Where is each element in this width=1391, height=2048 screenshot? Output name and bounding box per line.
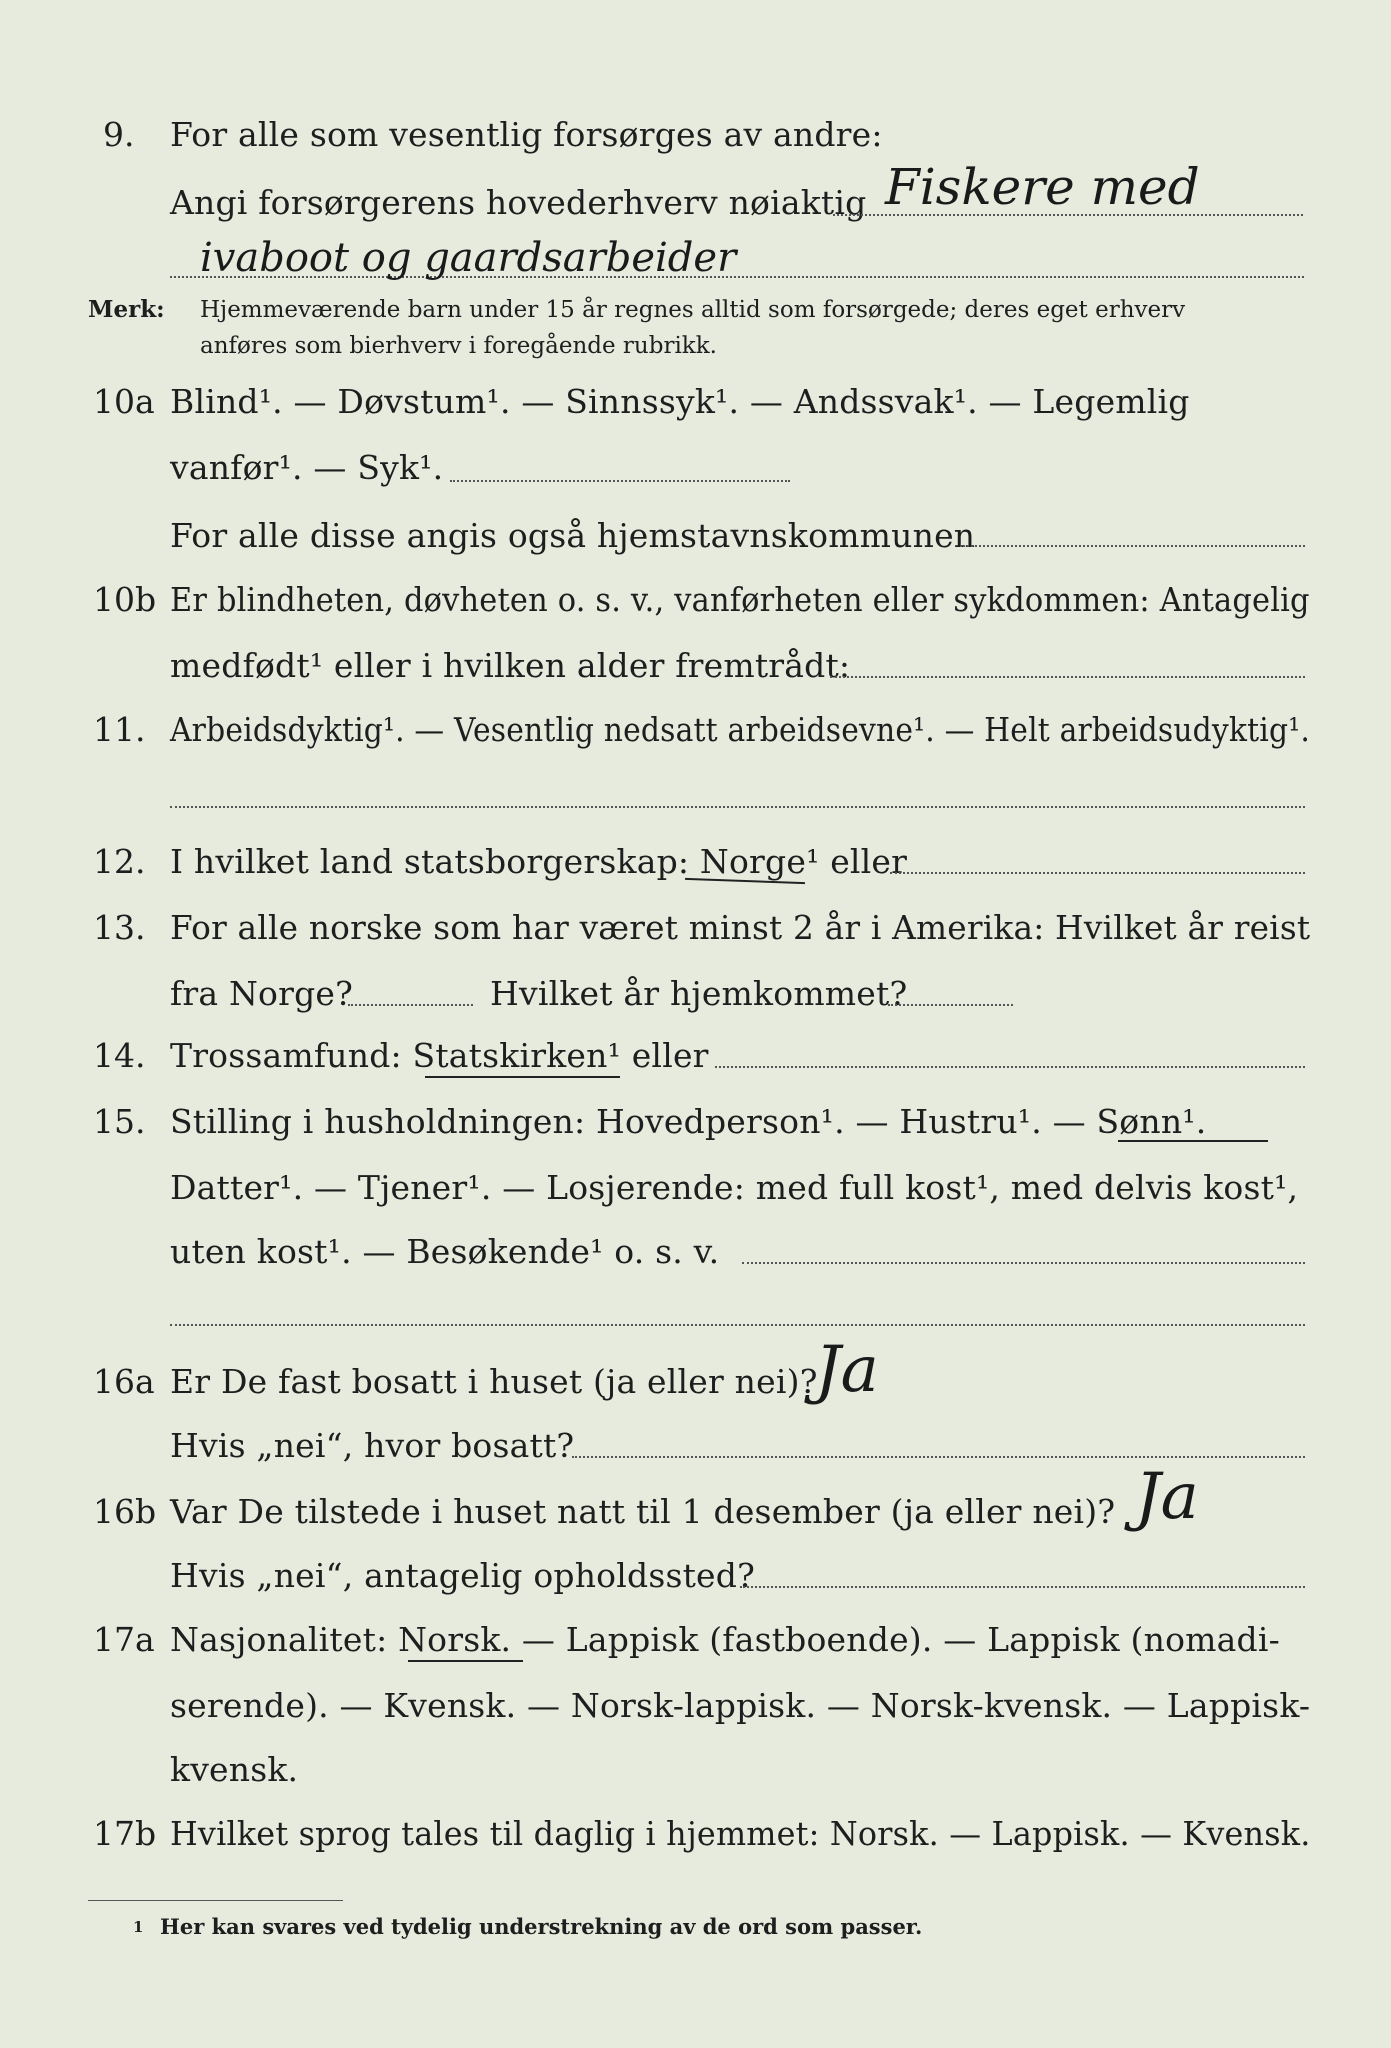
q10b-line2: medfødt¹ eller i hvilken alder fremtrådt: <box>170 646 851 685</box>
footnote-text: Her kan svares ved tydelig understrekning av de ord som passer. <box>160 1914 923 1939</box>
q16a-answer-line <box>572 1456 1305 1458</box>
q16b-number: 16b <box>93 1492 157 1531</box>
q10b-number: 10b <box>93 580 157 619</box>
q13-line2b: Hvilket år hjemkommet? <box>490 974 908 1013</box>
q17b-number: 17b <box>93 1814 157 1853</box>
merk-line1: Hjemmeværende barn under 15 år regnes alltid som forsørgede; deres eget erhverv <box>200 297 1186 323</box>
q16a-handwritten-answer: Ja <box>815 1333 879 1407</box>
q15-answer-line2 <box>170 1324 1305 1326</box>
q12-number: 12. <box>93 842 146 881</box>
q10a-answer-line2 <box>450 480 790 482</box>
q17a-line2: serende). — Kvensk. — Norsk-lappisk. — Norsk-kvensk. — Lappisk- <box>170 1686 1311 1725</box>
q13-number: 13. <box>93 908 146 947</box>
q9-line1: For alle som vesentlig forsørges av andre: <box>170 115 883 154</box>
q10a-answer-line3 <box>960 545 1305 547</box>
q15-sonn-underline <box>1118 1140 1268 1142</box>
q13-line1: For alle norske som har været minst 2 år i Amerika: Hvilket år reist <box>170 908 1311 947</box>
q15-number: 15. <box>93 1102 146 1141</box>
footnote-mark: 1 <box>133 1918 144 1936</box>
q17b-line1: Hvilket sprog tales til daglig i hjemmet: Norsk. — Lappisk. — Kvensk. <box>170 1814 1311 1853</box>
q9-line2: Angi forsørgerens hovederhverv nøiaktig <box>170 183 867 222</box>
q17a-number: 17a <box>93 1620 155 1659</box>
q10a-number: 10a <box>93 382 155 421</box>
q10a-line3: For alle disse angis også hjemstavnskommunen <box>170 516 976 555</box>
q16b-handwritten-answer: Ja <box>1135 1460 1199 1534</box>
q12-line1: I hvilket land statsborgerskap: Norge¹ eller <box>170 842 908 881</box>
q10a-line2: vanfør¹. — Syk¹. <box>170 448 444 487</box>
q15-line1: Stilling i husholdningen: Hovedperson¹. — Hustru¹. — Sønn¹. <box>170 1102 1207 1141</box>
q15-line3: uten kost¹. — Besøkende¹ o. s. v. <box>170 1232 720 1271</box>
q16b-line2: Hvis „nei“, antagelig opholdssted? <box>170 1556 755 1595</box>
q17a-line3: kvensk. <box>170 1750 299 1789</box>
q14-answer-line <box>715 1066 1305 1068</box>
merk-line2: anføres som bierhverv i foregående rubrikk. <box>200 333 717 359</box>
q16a-line1: Er De fast bosatt i huset (ja eller nei)? <box>170 1362 818 1401</box>
q10b-answer-line <box>830 676 1305 678</box>
q9-handwritten-answer-a: Fiskere med <box>885 158 1200 216</box>
q16b-line1: Var De tilstede i huset natt til 1 desember (ja eller nei)? <box>170 1492 1116 1531</box>
q11-answer-line <box>170 806 1305 808</box>
q16b-answer-line <box>740 1586 1305 1588</box>
q13-line2a: fra Norge? <box>170 974 354 1013</box>
q12-answer-line <box>890 872 1305 874</box>
q14-line1: Trossamfund: Statskirken¹ eller <box>170 1036 709 1075</box>
q16a-line2: Hvis „nei“, hvor bosatt? <box>170 1426 575 1465</box>
q15-answer-line1 <box>742 1262 1305 1264</box>
q11-number: 11. <box>93 710 146 749</box>
q15-line2: Datter¹. — Tjener¹. — Losjerende: med full kost¹, med delvis kost¹, <box>170 1168 1299 1207</box>
q16a-number: 16a <box>93 1362 155 1401</box>
q17a-norsk-underline <box>408 1660 523 1662</box>
footnote-divider <box>88 1900 343 1901</box>
q17a-line1: Nasjonalitet: Norsk. — Lappisk (fastboende). — Lappisk (nomadi- <box>170 1620 1280 1659</box>
q14-number: 14. <box>93 1036 146 1075</box>
q14-statskirken-underline <box>425 1076 620 1078</box>
q9-handwritten-answer-b: ivaboot og gaardsarbeider <box>200 235 737 281</box>
q11-line1: Arbeidsdyktig¹. — Vesentlig nedsatt arbeidsevne¹. — Helt arbeidsudyktig¹. <box>170 710 1310 749</box>
merk-label: Merk: <box>88 296 165 323</box>
q13-hjemkommet-answer-line <box>888 1004 1013 1006</box>
q13-reist-answer-line <box>348 1004 473 1006</box>
q10b-line1: Er blindheten, døvheten o. s. v., vanførheten eller sykdommen: Antagelig <box>170 580 1310 619</box>
q9-number: 9. <box>103 115 135 154</box>
q10a-line1: Blind¹. — Døvstum¹. — Sinnssyk¹. — Andssvak¹. — Legemlig <box>170 382 1190 421</box>
